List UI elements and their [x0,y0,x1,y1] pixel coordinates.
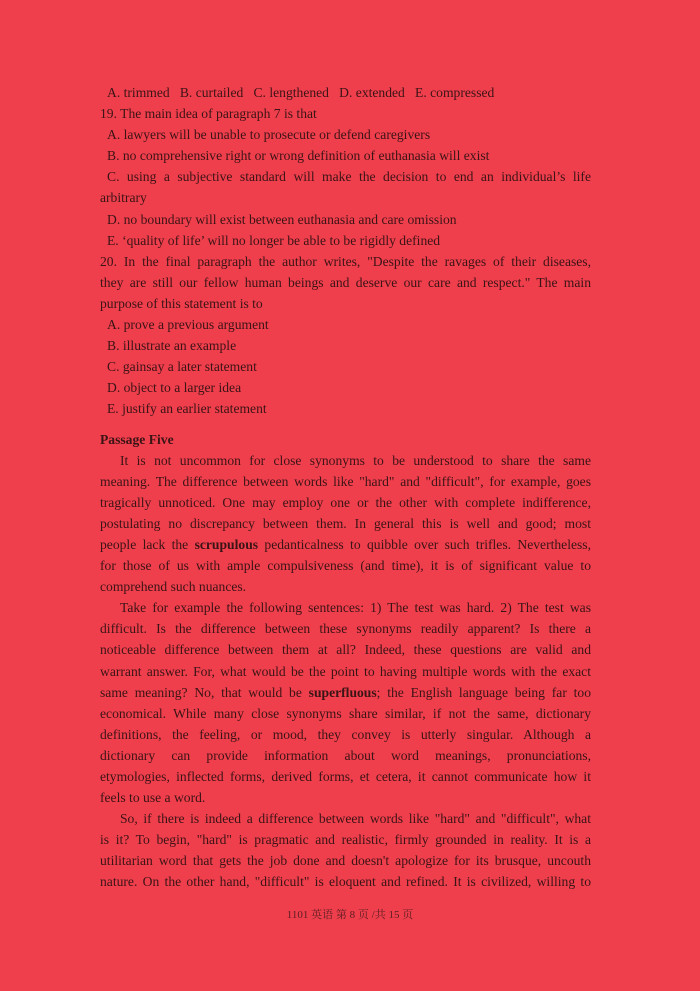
text-line [100,82,591,103]
text-line [100,272,591,293]
text-segment: nature. On the other hand, "difficult" is eloquent and refined. It is civilized, willing to [100,874,591,890]
text-segment: It is not uncommon for close synonyms to be understood to share the same [120,452,591,468]
text-segment: A. prove a previous argument [107,317,269,333]
text-line [100,187,591,208]
text-line [100,124,591,145]
text-segment: same meaning? No, that would be [100,684,309,700]
text-segment: they are still our fellow human beings and deserve our care and respect." The main [100,274,591,290]
text-segment: Passage Five [100,431,174,447]
text-segment: arbitrary [100,190,147,206]
text-line [100,618,591,639]
text-segment: noticeable difference between them at all? Indeed, these questions are valid and [100,642,591,658]
text-line [100,145,591,166]
text-line [100,808,591,829]
bold-term: superfluous [308,684,377,700]
text-line [100,103,591,124]
text-segment: Take for example the following sentences: 1) The test was hard. 2) The test was [120,600,591,616]
text-segment: B. no comprehensive right or wrong definition of euthanasia will exist [107,148,490,164]
document-body [100,82,591,893]
text-line [100,513,591,534]
text-segment: ; the English language being far too [376,684,591,700]
text-segment: utilitarian word that gets the job done and doesn't apologize for its brusque, uncouth [100,853,591,869]
text-line [100,871,591,892]
text-segment: C. gainsay a later statement [107,359,257,375]
text-line [100,766,591,787]
text-line [100,703,591,724]
text-line [100,209,591,230]
text-segment: purpose of this statement is to [100,295,263,311]
text-line [100,471,591,492]
text-line [100,314,591,335]
text-segment: pedanticalness to quibble over such trifles. Nevertheless, [258,536,591,552]
text-segment: for those of us with ample compulsiveness (and time), it is of significant value to [100,558,591,574]
section-heading [100,429,591,450]
text-line [100,597,591,618]
text-line [100,661,591,682]
text-line [100,682,591,703]
text-line [100,534,591,555]
text-line [100,450,591,471]
text-line [100,335,591,356]
text-line [100,492,591,513]
text-segment: warrant answer. For, what would be the point to having multiple words with the exact [100,663,591,679]
text-segment: 19. The main idea of paragraph 7 is that [100,106,317,122]
text-line [100,166,591,187]
text-line [100,724,591,745]
text-line [100,398,591,419]
text-segment: etymologies, inflected forms, derived forms, et cetera, it cannot communicate how it [100,769,591,784]
text-segment: E. justify an earlier statement [107,401,267,417]
text-segment: C. using a subjective standard will make the decision to end an individual’s life [107,169,591,185]
text-segment: D. no boundary will exist between euthanasia and care omission [107,211,457,227]
text-segment: dictionary can provide information about word meanings, pronunciations, [100,747,591,763]
text-line [100,293,591,314]
text-line [100,251,591,272]
text-segment: people lack the [100,536,195,552]
text-segment: postulating no discrepancy between them. In general this is well and good; most [100,515,591,531]
text-segment: difficult. Is the difference between these synonyms readily apparent? Is there a [100,621,591,637]
text-segment: tragically unnoticed. One may employ one or the other with complete indifference, [100,494,591,510]
text-line [100,555,591,576]
text-segment: is it? To begin, "hard" is pragmatic and realistic, firmly grounded in reality. It is a [100,832,591,848]
text-segment: B. illustrate an example [107,338,237,354]
text-line [100,230,591,251]
text-line [100,850,591,871]
text-line [100,377,591,398]
text-segment: economical. While many close synonyms share similar, if not the same, dictionary [100,705,591,721]
text-line [100,639,591,660]
bold-term: scrupulous [194,536,259,552]
text-segment: So, if there is indeed a difference between words like "hard" and "difficult", what [120,811,591,827]
text-line [100,576,591,597]
text-segment: A. lawyers will be unable to prosecute or defend caregivers [107,127,431,143]
text-line [100,745,591,766]
text-line [100,356,591,377]
text-segment: meaning. The difference between words like "hard" and "difficult", for example, goes [100,473,591,489]
text-segment: 20. In the final paragraph the author writes, "Despite the ravages of their diseases, [100,253,591,269]
text-segment: feels to use a word. [100,790,206,806]
text-segment: E. ‘quality of life’ will no longer be able to be rigidly defined [107,232,441,248]
text-segment: A. trimmed B. curtailed C. lengthened D. extended E. compressed [107,85,495,100]
page-footer: 1101 英语 第 8 页 /共 15 页 [286,909,414,921]
text-line [100,829,591,850]
text-line [100,787,591,808]
text-segment: comprehend such nuances. [100,579,247,595]
text-segment: D. object to a larger idea [107,380,242,396]
text-segment: definitions, the feeling, or mood, they convey is utterly singular. Although a [100,726,591,742]
